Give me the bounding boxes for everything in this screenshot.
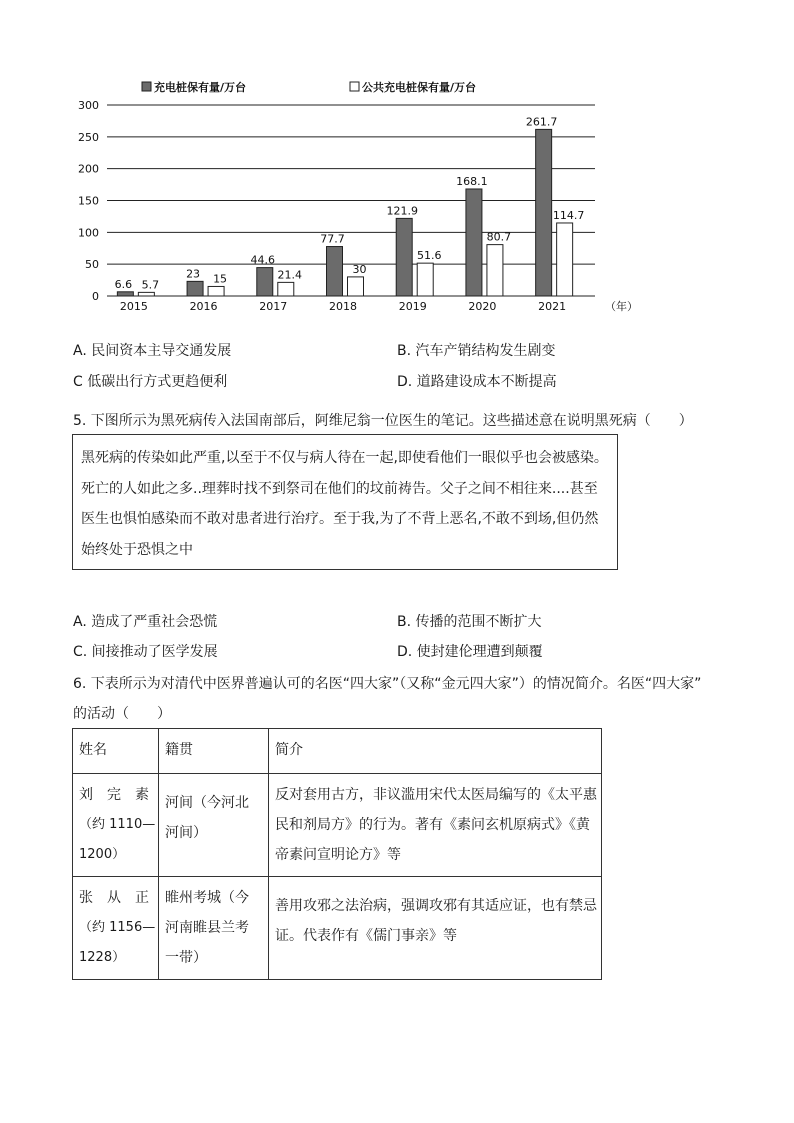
cell-name [73, 774, 159, 877]
data-label: 5.7 [141, 278, 160, 292]
legend-swatch [350, 82, 359, 91]
data-label: 44.6 [250, 253, 276, 267]
bar-total [466, 189, 482, 296]
data-label: 261.7 [525, 115, 558, 129]
bar-total [396, 218, 412, 296]
table-header-row [73, 729, 602, 774]
bar-public [487, 245, 503, 296]
intro-line: 善用攻邪之法治病，强调攻邪有其适应证，也有禁忌 [275, 898, 597, 914]
data-label: 77.7 [320, 232, 345, 246]
quote-line: 始终处于恐惧之中 [81, 541, 193, 558]
physicians-table [72, 728, 602, 980]
cell-intro [269, 774, 602, 877]
legend-label: 公共充电桩保有量/万台 [362, 81, 477, 94]
data-label: 30 [352, 262, 367, 276]
origin-line: 一带） [165, 950, 207, 966]
q5-option-d[interactable]: D. 使封建伦理遭到颠覆 [397, 644, 543, 660]
legend-swatch [142, 82, 151, 91]
header-origin: 籍贯 [159, 729, 269, 774]
origin-line: 河间） [165, 825, 207, 841]
q5-option-a[interactable]: A. 造成了严重社会恐慌 [73, 614, 218, 630]
q5-option-b[interactable]: B. 传播的范围不断扩大 [397, 614, 542, 630]
bar-public [417, 263, 433, 296]
intro-line: 证。代表作有《儒门事亲》等 [275, 928, 457, 944]
data-label: 114.7 [552, 208, 585, 222]
q6-stem-line1: 6. 下表所示为对清代中医界普遍认可的名医“四大家”（又称“金元四大家”）的情况简介。名医“四大家” [73, 676, 702, 692]
quote-line: 死亡的人如此之多..理葬时找不到祭司在他们的坟前祷告。父子之间不相往来....甚至 [81, 480, 598, 497]
y-tick-label: 200 [78, 162, 99, 176]
y-tick-label: 300 [78, 99, 99, 112]
y-tick-label: 150 [78, 194, 99, 208]
header-name: 姓名 [73, 729, 159, 774]
bar-total [536, 129, 552, 296]
origin-line: 河南睢县兰考 [165, 920, 249, 936]
data-label: 51.6 [416, 249, 442, 263]
q5-quote-box [72, 434, 618, 570]
quote-line: 黑死病的传染如此严重,以至于不仅与病人待在一起,即使看他们一眼似乎也会被感染。 [81, 450, 608, 466]
bar-total [327, 247, 343, 296]
q4-option-c[interactable]: C 低碳出行方式更趋便利 [73, 374, 228, 390]
data-label: 168.1 [456, 174, 488, 188]
charging-pile-bar-chart [62, 70, 638, 320]
data-label: 6.6 [114, 277, 133, 291]
q5-option-c[interactable]: C. 间接推动了医学发展 [73, 644, 218, 660]
origin-line: 睢州考城（今 [165, 890, 249, 906]
table-row [73, 774, 602, 877]
name-line: （约 1156— [79, 920, 156, 935]
intro-line: 帝素问宣明论方》等 [275, 847, 401, 863]
x-tick-label: 2019 [398, 300, 427, 313]
x-tick-label: 2017 [259, 300, 288, 313]
name-line: （约 1110— [79, 817, 156, 832]
y-tick-label: 0 [92, 290, 99, 303]
name-line: 刘 完 素 [79, 787, 149, 803]
table-row [73, 877, 602, 980]
data-label: 121.9 [386, 204, 418, 218]
intro-line: 民和剂局方》的行为。著有《素问玄机原病式》《黄 [275, 817, 590, 833]
bar-public [138, 292, 154, 296]
q6-stem-line2: 的活动（ ） [73, 706, 171, 722]
intro-line: 反对套用古方，非议滥用宋代太医局编写的《太平惠 [275, 787, 597, 803]
x-tick-label: 2020 [468, 300, 497, 313]
y-tick-label: 50 [85, 258, 99, 272]
q5-stem: 5. 下图所示为黑死病传入法国南部后，阿维尼翁一位医生的笔记。这些描述意在说明黑死病（ ） [73, 413, 693, 429]
data-label: 23 [186, 267, 201, 281]
bar-total [187, 281, 203, 296]
bar-total [257, 268, 273, 296]
cell-origin [159, 774, 269, 877]
x-tick-label: 2016 [189, 300, 218, 313]
q4-option-a[interactable]: A. 民间资本主导交通发展 [73, 343, 232, 359]
name-line: 1200） [79, 847, 126, 862]
data-label: 80.7 [486, 230, 512, 244]
y-tick-label: 250 [78, 130, 99, 144]
bar-total [117, 292, 133, 296]
q4-option-d[interactable]: D. 道路建设成本不断提高 [397, 374, 557, 390]
q4-option-b[interactable]: B. 汽车产销结构发生剧变 [397, 343, 556, 359]
cell-origin [159, 877, 269, 980]
bar-public [208, 286, 224, 296]
data-label: 21.4 [277, 268, 303, 282]
cell-name [73, 877, 159, 980]
cell-intro [269, 877, 602, 980]
bar-public [278, 282, 294, 296]
origin-line: 河间（今河北 [165, 795, 249, 811]
x-tick-label: 2021 [538, 300, 567, 313]
x-tick-label: 2018 [329, 300, 357, 313]
name-line: 张 从 正 [79, 890, 149, 906]
y-tick-label: 100 [78, 226, 99, 240]
quote-line: 医生也惧怕感染而不敢对患者进行治疗。至于我,为了不背上恶名,不敢不到场,但仍然 [81, 511, 599, 527]
x-tick-label: 2015 [119, 300, 148, 313]
bar-public [348, 277, 364, 296]
data-label: 15 [213, 272, 228, 286]
legend-label: 充电桩保有量/万台 [154, 81, 247, 94]
name-line: 1228） [79, 950, 126, 965]
bar-public [557, 223, 573, 296]
x-unit-label: （年） [605, 300, 638, 313]
header-intro: 简介 [269, 729, 602, 774]
